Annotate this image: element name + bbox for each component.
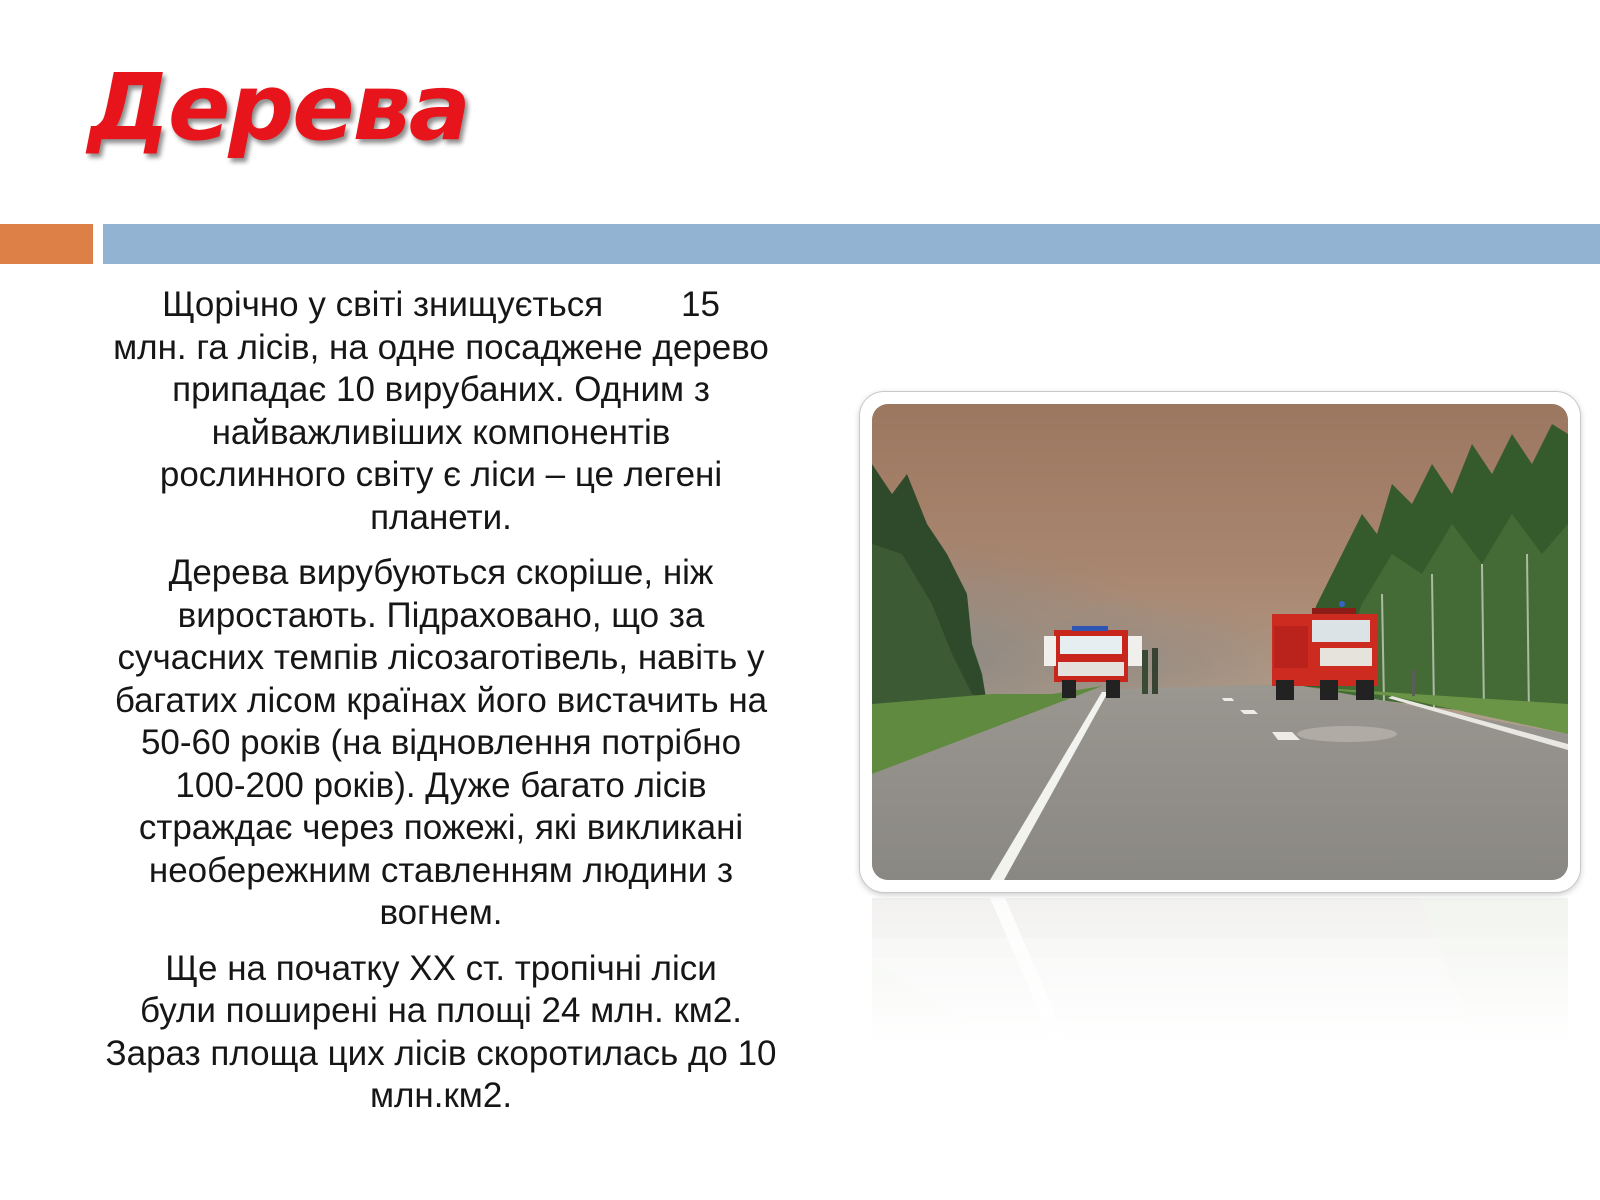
slide-title: Дерева — [88, 54, 469, 161]
text-line: вогнем. — [379, 893, 503, 932]
text-line: млн. га лісів, на одне посаджене дерево — [113, 327, 769, 367]
text-line: Дерева вирубуються скоріше, ніж — [168, 553, 714, 592]
text-line: найважливіших компонентів — [211, 412, 671, 452]
text-line: планети. — [370, 497, 512, 537]
text-line: виростають. Підраховано, що за — [177, 595, 705, 635]
text-line: 50-60 років (на відновлення потрібно — [140, 723, 742, 762]
text-line: Зараз площа цих лісів скоротилась до 10 — [105, 1033, 777, 1073]
text-line: сучасних темпів лісозаготівель, навіть у — [117, 638, 765, 677]
forest-fire-road-icon — [872, 404, 1568, 880]
photo-reflection — [860, 898, 1580, 1048]
forest-fire-photo — [872, 404, 1568, 880]
paragraph-3 — [48, 948, 834, 1118]
text-line: багатих лісом країнах його вистачить на — [114, 680, 768, 720]
text-line: необережним ставленням людини з — [148, 850, 734, 890]
text-line: Ще на початку ХХ ст. тропічні ліси — [165, 948, 717, 988]
text-line: були поширені на площі 24 млн. км2. — [139, 991, 743, 1030]
body-text — [48, 284, 834, 1131]
text-line: 100-200 років). Дуже багато лісів — [175, 765, 707, 805]
text-line: Щорічно у світі знищується 15 — [162, 285, 720, 324]
photo-frame — [860, 392, 1580, 892]
accent-bar-orange — [0, 224, 93, 264]
photo-reflection-icon — [860, 898, 1580, 1048]
text-line: рослинного світу є ліси – це легені — [159, 455, 723, 494]
text-line: страждає через пожежі, які викликані — [138, 808, 744, 847]
accent-bar-blue — [103, 224, 1600, 264]
paragraph-2 — [48, 552, 834, 935]
paragraph-1 — [48, 284, 834, 539]
text-line: припадає 10 вирубаних. Одним з — [172, 370, 710, 409]
text-line: млн.км2. — [369, 1076, 513, 1115]
